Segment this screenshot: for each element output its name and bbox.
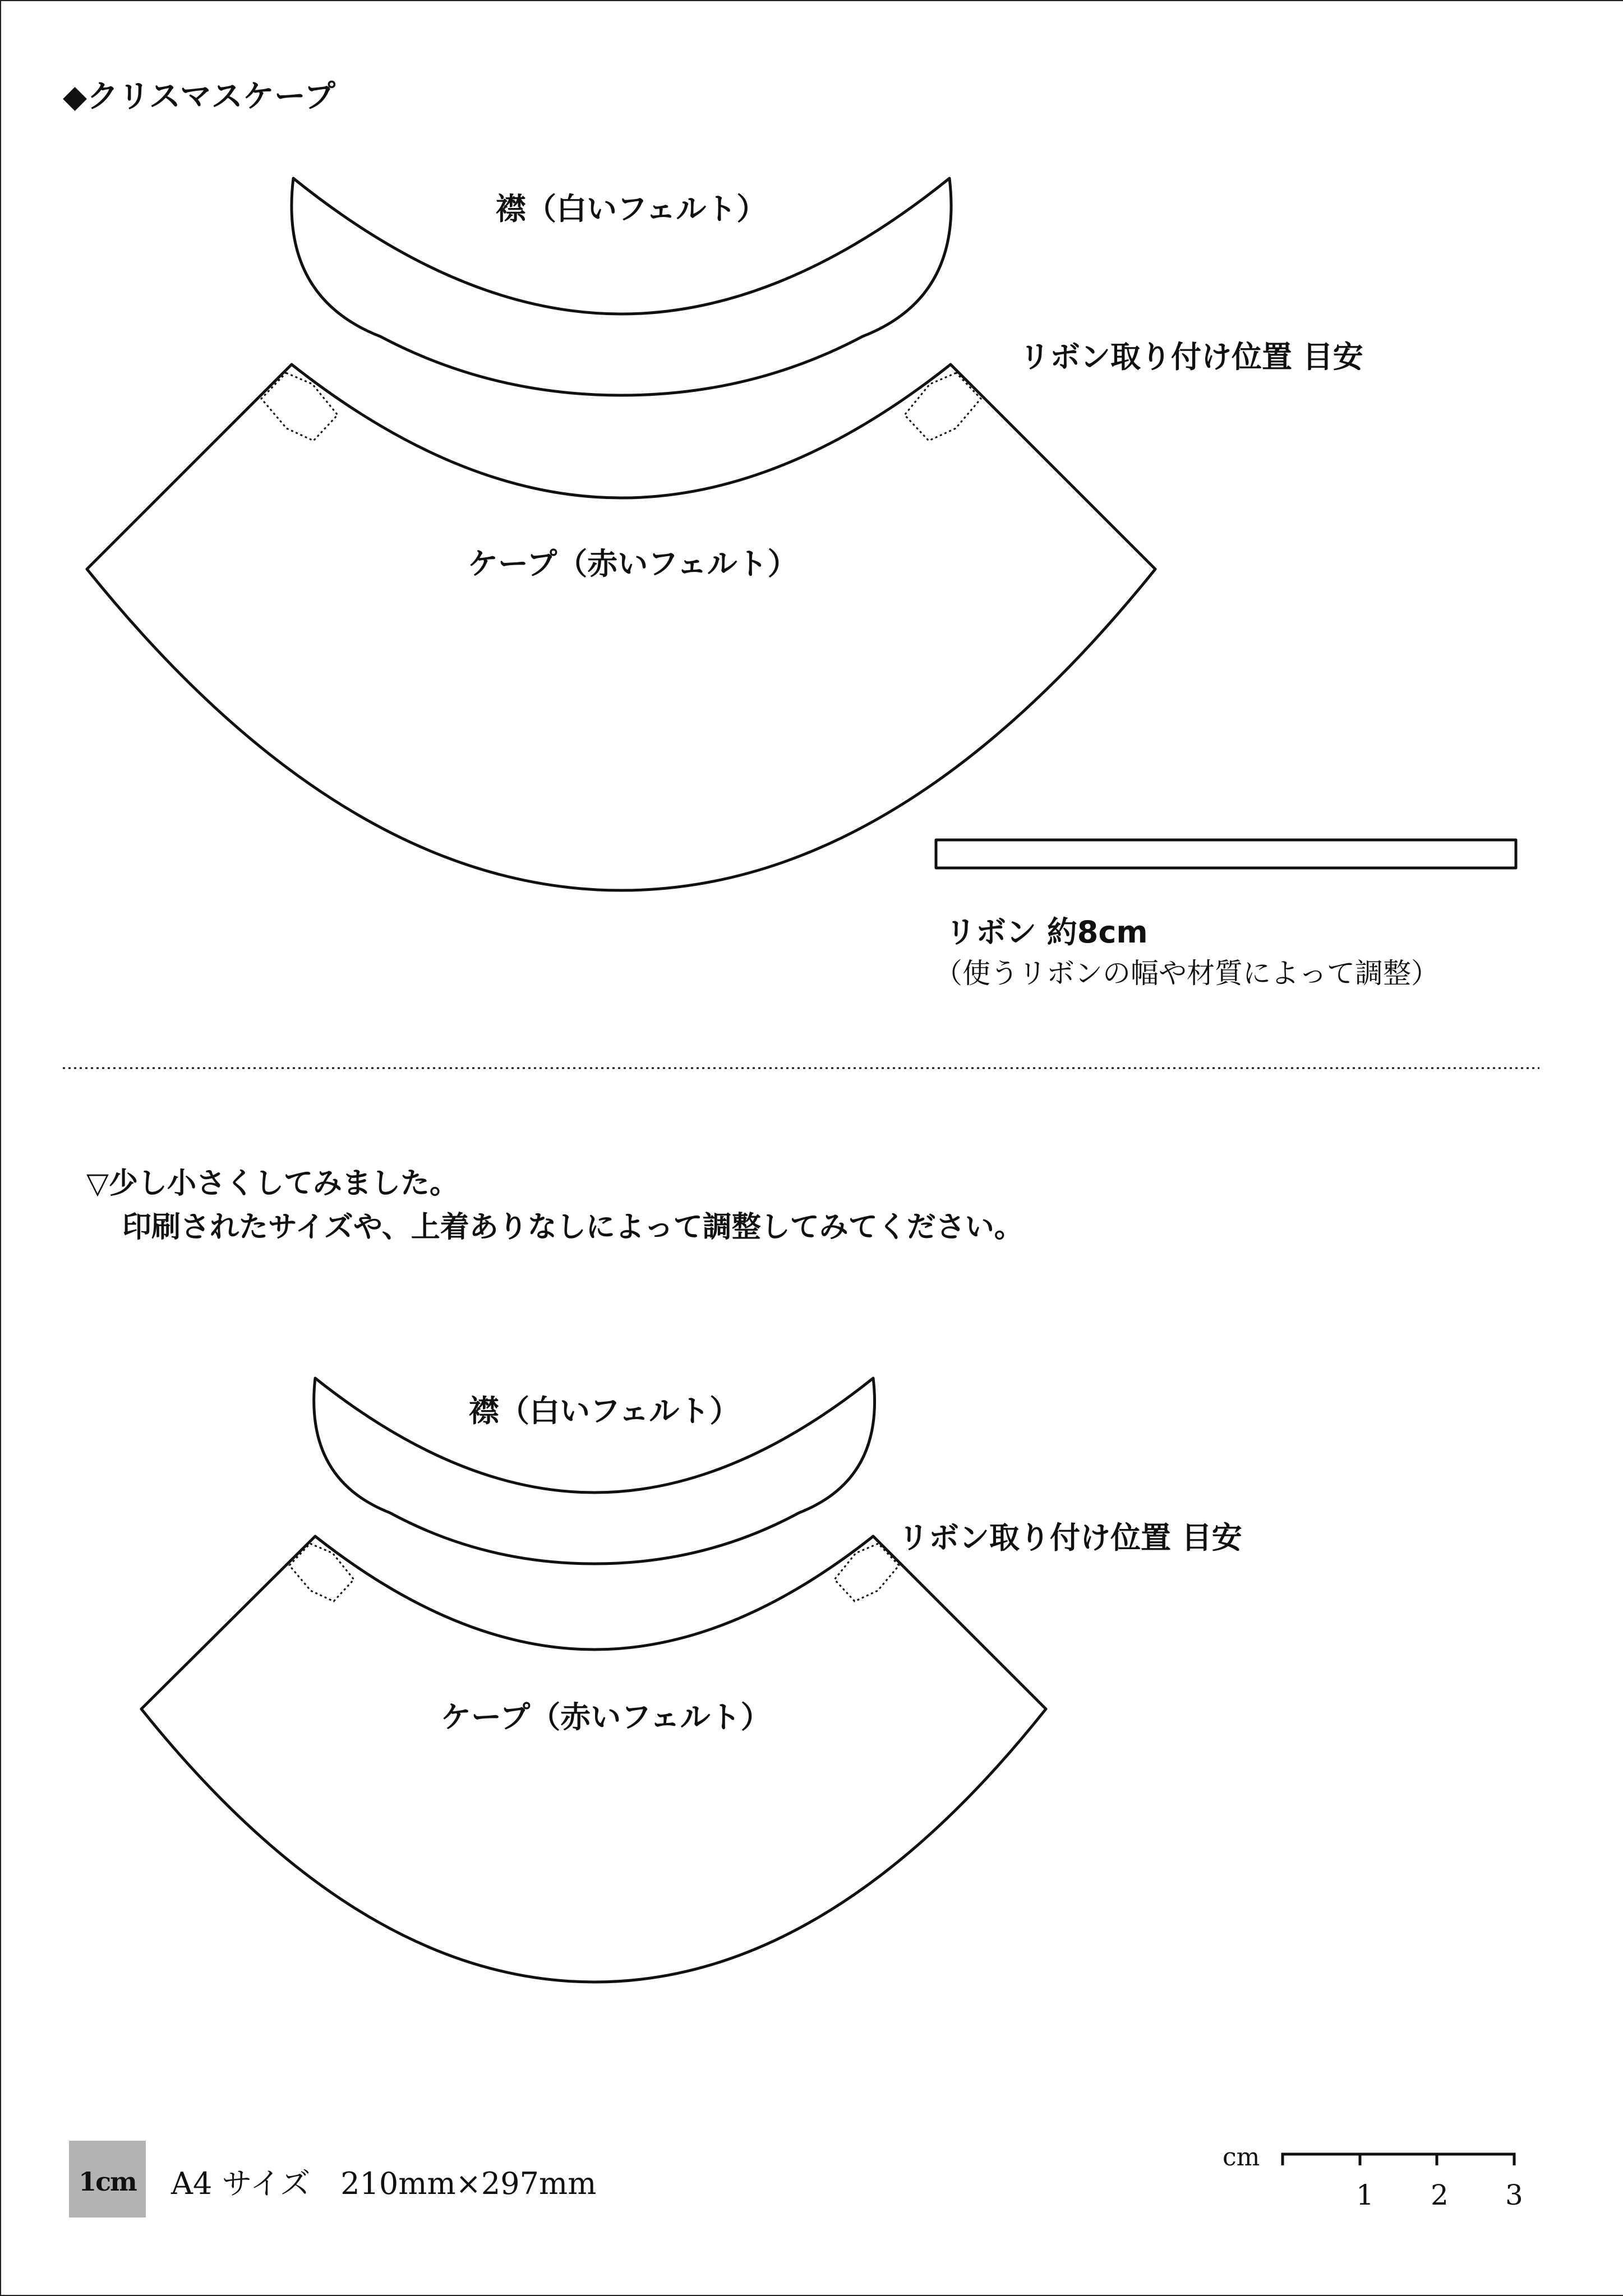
ruler-tick-3: 3 [1505, 2179, 1523, 2211]
ribbon-label: リボン 約8cm [946, 914, 1148, 950]
ruler-tick-1: 1 [1356, 2179, 1374, 2211]
ribbon-note: （使うリボンの幅や材質によって調整） [934, 957, 1439, 990]
collar-large-label: 襟（白いフェルト） [496, 191, 767, 227]
ribbon-position-large-label: リボン取り付け位置 目安 [1020, 339, 1363, 375]
ribbon-strip [936, 840, 1516, 868]
cape-large-outline [87, 364, 1155, 890]
scale-ruler [1283, 2154, 1514, 2165]
scale-box-label: 1cm [79, 2166, 136, 2197]
ruler-unit-label: cm [1223, 2143, 1260, 2172]
cape-large-label: ケープ（赤いフェルト） [468, 546, 798, 581]
scale-box [69, 2141, 146, 2218]
note-line-2: 印刷されたサイズや、上着ありなしによって調整してみてください。 [122, 1211, 1023, 1244]
cape-small-label: ケープ（赤いフェルト） [441, 1699, 771, 1735]
cape-small-outline [141, 1536, 1046, 1982]
paper-size-label: A4 サイズ 210mm×297mm [171, 2166, 597, 2201]
collar-small-label: 襟（白いフェルト） [469, 1393, 740, 1429]
ruler-tick-2: 2 [1431, 2179, 1449, 2211]
page-title: ◆クリスマスケープ [63, 78, 336, 115]
note-line-1: ▽少し小さくしてみました。 [86, 1167, 459, 1200]
ribbon-position-small-label: リボン取り付け位置 目安 [898, 1520, 1242, 1555]
